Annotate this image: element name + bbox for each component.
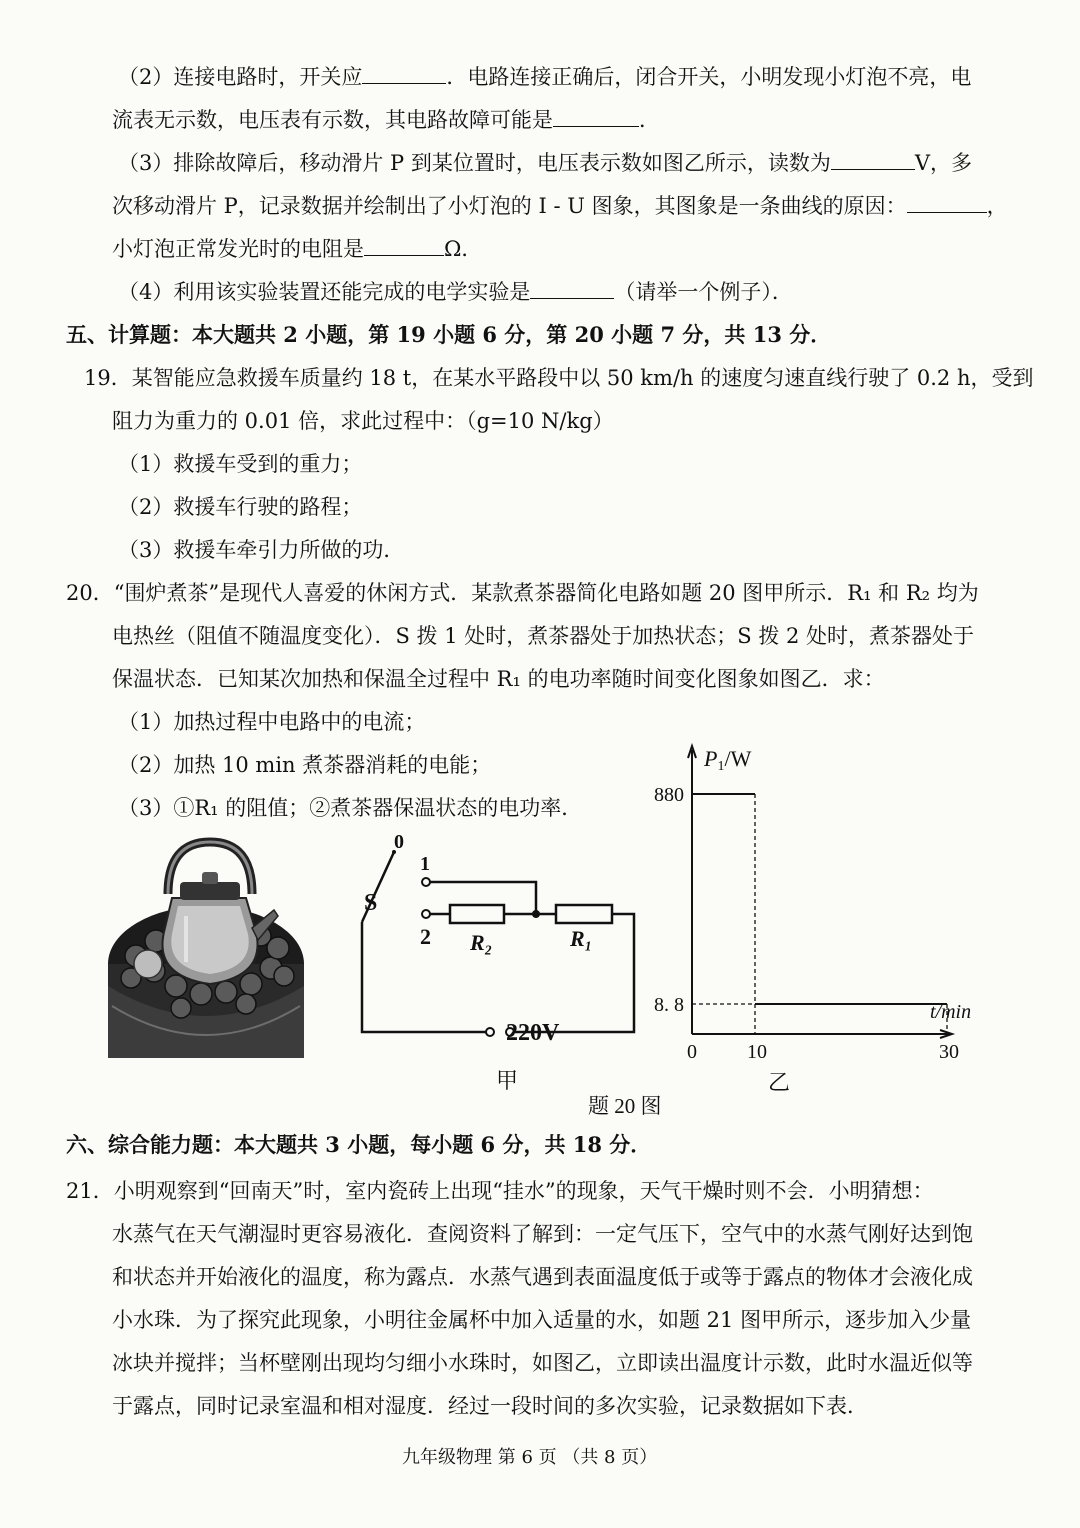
x-tick-label: 0	[687, 1041, 697, 1063]
y-tick-label: 8. 8	[654, 994, 684, 1016]
chart-caption: 乙	[768, 1070, 791, 1095]
y-axis-label: P1/W	[704, 746, 752, 774]
answer-blank[interactable]	[907, 192, 987, 213]
x-tick-label: 10	[747, 1041, 767, 1063]
q21-line2: 水蒸气在天气潮湿时更容易液化．查阅资料了解到：一定气压下，空气中的水蒸气刚好达到饱	[112, 1222, 973, 1246]
x-tick-label: 30	[939, 1041, 959, 1063]
section6-heading: 六、综合能力题：本大题共 3 小题，每小题 6 分，共 18 分．	[66, 1132, 652, 1157]
answer-blank[interactable]	[364, 235, 444, 256]
q18-part2-line2: 流表无示数，电压表有示数，其电路故障可能是 ．	[112, 108, 660, 132]
figure-caption: 题 20 图	[588, 1094, 662, 1118]
answer-blank[interactable]	[831, 149, 915, 170]
q21-line6: 于露点，同时记录室温和相对湿度．经过一段时间的多次实验，记录数据如下表．	[112, 1394, 868, 1418]
answer-blank[interactable]	[362, 63, 446, 84]
switch-pos-1: 1	[420, 853, 430, 875]
resistor-r1	[556, 905, 612, 923]
q20-sub3: （3）①R₁ 的阻值；②煮茶器保温状态的电功率．	[118, 796, 583, 820]
q18-part3-line2: 次移动滑片 P，记录数据并绘制出了小灯泡的 I - U 图象，其图象是一条曲线的原因： ，	[112, 194, 1008, 218]
answer-blank[interactable]	[530, 278, 614, 299]
tea-kettle-photo	[106, 836, 306, 1058]
page-footer: 九年级物理 第 6 页 （共 8 页）	[402, 1447, 658, 1468]
y-tick-label: 880	[654, 784, 684, 806]
q18-part3-line3: 小灯泡正常发光时的电阻是 Ω．	[112, 237, 483, 261]
q20-sub1: （1）加热过程中电路中的电流；	[118, 710, 426, 734]
q19-sub2: （2）救援车行驶的路程；	[118, 495, 363, 519]
q19-line2: 阻力为重力的 0.01 倍，求此过程中：（g=10 N/kg）	[112, 409, 614, 433]
q18-part2-line1: （2）连接电路时，开关应 ．电路连接正确后，闭合开关，小明发现小灯泡不亮，电	[118, 65, 972, 89]
circuit-caption: 甲	[496, 1068, 519, 1093]
resistor-r2	[450, 905, 504, 923]
section5-heading: 五、计算题：本大题共 2 小题，第 19 小题 6 分，第 20 小题 7 分，共 13 分．	[66, 322, 832, 347]
voltage-label: 220V	[506, 1020, 560, 1046]
answer-blank[interactable]	[553, 106, 639, 127]
switch-pos-0: 0	[394, 831, 404, 853]
q18-part4: （4）利用该实验装置还能完成的电学实验是 （请举一个例子）．	[118, 280, 793, 304]
q21-line1: 21．小明观察到“回南天”时，室内瓷砖上出现“挂水”的现象，天气干燥时则不会．小明猜想：	[66, 1179, 934, 1203]
q21-line3: 和状态并开始液化的温度，称为露点．水蒸气遇到表面温度低于或等于露点的物体才会液化成	[112, 1265, 973, 1289]
q20-sub2: （2）加热 10 min 煮茶器消耗的电能；	[118, 753, 492, 777]
q21-line4: 小水珠．为了探究此现象，小明往金属杯中加入适量的水，如题 21 图甲所示，逐步加入少量	[112, 1308, 972, 1332]
q21-line5: 冰块并搅拌；当杯壁刚出现均匀细小水珠时，如图乙，立即读出温度计示数，此时水温近似等	[112, 1351, 973, 1375]
switch-pos-2: 2	[420, 924, 431, 949]
q19-sub1: （1）救援车受到的重力；	[118, 452, 363, 476]
power-time-chart	[650, 736, 990, 1066]
q20-line1: 20．“围炉煮茶”是现代人喜爱的休闲方式．某款煮茶器简化电路如题 20 图甲所示．R₁ 和 R₂ 均为	[66, 581, 979, 605]
q20-line3: 保温状态．已知某次加热和保温全过程中 R₁ 的电功率随时间变化图象如图乙．求：	[112, 667, 885, 691]
r1-label: R₁	[570, 926, 593, 951]
circuit-diagram	[350, 826, 650, 1056]
switch-label: S	[364, 890, 378, 916]
q19-sub3: （3）救援车牵引力所做的功．	[118, 538, 405, 562]
r2-label: R₂	[470, 930, 493, 955]
q20-line2: 电热丝（阻值不随温度变化）．S 拨 1 处时，煮茶器处于加热状态；S 拨 2 处时，煮茶器处于	[112, 624, 975, 648]
x-axis-label: t/min	[930, 1001, 972, 1023]
q19-line1: 19．某智能应急救援车质量约 18 t，在某水平路段中以 50 km/h 的速度匀速直线行驶了 0.2 h，受到	[84, 366, 1034, 390]
q18-part3-line1: （3）排除故障后，移动滑片 P 到某位置时，电压表示数如图乙所示，读数为 V，多	[118, 151, 973, 175]
